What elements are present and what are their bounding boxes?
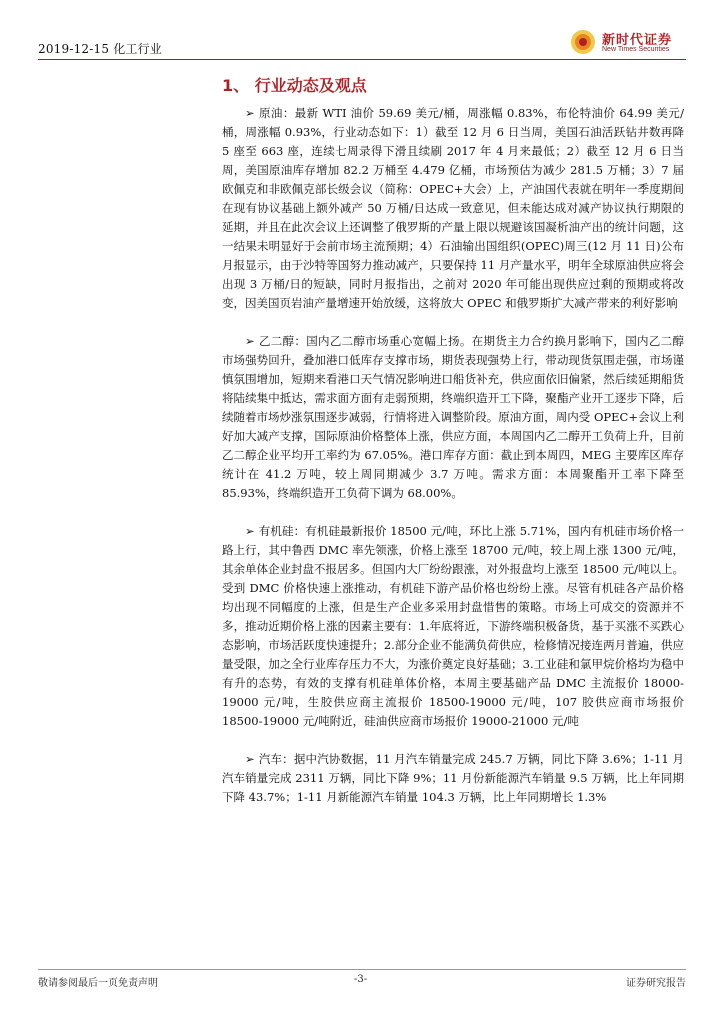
paragraph-text: 乙二醇：国内乙二醇市场重心宽幅上扬。在期货主力合约换月影响下，国内乙二醇市场强势回升，叠加港口低库存支撑市场，期货表现强势上行，带动现货氛围走强，市场谨慎氛围增加，短期来看港口天气情况影响进口船货补充，供应面依旧偏紧，然后续延期船货将陆续集中抵达，需求面方面有走弱预期，终端织造开工下降，聚酯产业开工逐步下降，后续随着市场炒涨氛围逐步减弱，行情将进入调整阶段。原油方面，周内受 OPEC+会议上利好加大减产支撑，国际原油价格整体上涨，供应方面，本周国内乙二醇开工负荷上升，目前乙二醇企业平均开工率约为 67.05%。港口库存方面：截止到本周四，MEG 主要库区库存统计在 41.2 万吨，较上周同期减少 3.7 万吨。需求方面：本周聚酯开工率下降至 85.93%，终端织造开工负荷下调为 68.00%。 xyxy=(222,334,684,500)
header-divider xyxy=(38,59,686,60)
footer-disclaimer: 敬请参阅最后一页免责声明 xyxy=(38,978,158,989)
page-number: -3- xyxy=(354,974,368,985)
header-date-sector: 2019-12-15 化工行业 xyxy=(38,42,163,56)
footer-doc-type: 证券研究报告 xyxy=(626,978,686,989)
footer-divider xyxy=(38,969,686,970)
paragraph-text: 有机硅：有机硅最新报价 18500 元/吨，环比上涨 5.71%，国内有机硅市场价格一路上行，其中鲁西 DMC 率先领涨，价格上涨至 18700 元/吨，较上周上涨 1300 元/吨，其余单体企业封盘不报居多。但国内大厂纷纷跟涨，对外报盘均上涨至 18500 元/吨以上。受到 DMC 价格快速上涨推动，有机硅下游产品价格也纷纷上涨。尽管有机硅各产品价格均出现不同幅度的上涨，但是生产企业多采用封盘惜售的策略。市场上可成交的资源并不多，推动近期价格上涨的因素主要有：1.年底将近，下游终端积极备货，基于买涨不买跌心态影响，市场活跃度快速提升；2.部分企业不能满负荷供应，检修情况接连两月普遍，供应量受限，加之全行业库存压力不大，为涨价奠定良好基础；3.工业硅和氯甲烷价格均为稳中有升的态势，有效的支撑有机硅单体价格，本周主要基础产品 DMC 主流报价 18000-19000 元/吨，生胶供应商主流报价 18500-19000 元/吨，107 胶供应商市场报价 18500-19000 元/吨附近，硅油供应商市场报价 19000-21000 元/吨 xyxy=(222,524,684,728)
paragraph-crude-oil xyxy=(222,104,684,313)
logo-company-name: 新时代证券 xyxy=(602,33,673,48)
paragraph-text: 汽车：据中汽协数据，11 月汽车销量完成 245.7 万辆，同比下降 3.6%；1-11 月汽车销量完成 2311 万辆，同比下降 9%；11 月份新能源汽车销量 9.5 万辆，比上年同期下降 43.7%；1-11 月新能源汽车销量 104.3 万辆，比上年同期增长 1.3% xyxy=(222,752,684,804)
arrow-bullet-icon: ➢ xyxy=(245,752,255,766)
arrow-bullet-icon: ➢ xyxy=(245,106,255,120)
arrow-bullet-icon: ➢ xyxy=(245,334,255,348)
section-title: 1、 行业动态及观点 xyxy=(222,76,367,95)
paragraph-text: 原油：最新 WTI 油价 59.69 美元/桶，周涨幅 0.83%，布伦特油价 64.99 美元/桶，周涨幅 0.93%，行业动态如下：1）截至 12 月 6 日当周，美国石油活跃钻井数再降 5 座至 663 座，连续七周录得下滑且续刷 2017 年 4 月来最低；2）截至 12 月 6 日当周，美国原油库存增加 82.2 万桶至 4.479 亿桶，市场预估为减少 281.5 万桶；3）7 届欧佩克和非欧佩克部长级会议（简称：OPEC+大会）上，产油国代表就在明年一季度期间在现有协议基础上额外减产 50 万桶/日达成一致意见，但未能达成对减产协议执行期限的延期，并且在此次会议上还调整了俄罗斯的产量上限以规避该国凝析油产出的统计问题，这一结果未明显好于会前市场主流预期；4）石油输出国组织(OPEC)周三(12 月 11 日)公布月报显示，由于沙特等国努力推动减产，只要保持 11 月产量水平，明年全球原油供应将会出现 3 万桶/日的短缺，同时月报指出，之前对 2020 年可能出现供应过剩的预期或将改变，因美国页岩油产量增速开始放缓，这将放大 OPEC 和俄罗斯扩大减产带来的利好影响 xyxy=(222,106,684,310)
report-body xyxy=(222,104,684,807)
new-times-logo-mark-icon xyxy=(568,28,598,56)
arrow-bullet-icon: ➢ xyxy=(245,524,255,538)
logo-company-name-en: New Times Securities xyxy=(602,46,670,53)
paragraph-automobile xyxy=(222,750,684,807)
paragraph-ethylene-glycol xyxy=(222,332,684,503)
paragraph-silicone xyxy=(222,522,684,731)
company-logo xyxy=(568,28,686,56)
